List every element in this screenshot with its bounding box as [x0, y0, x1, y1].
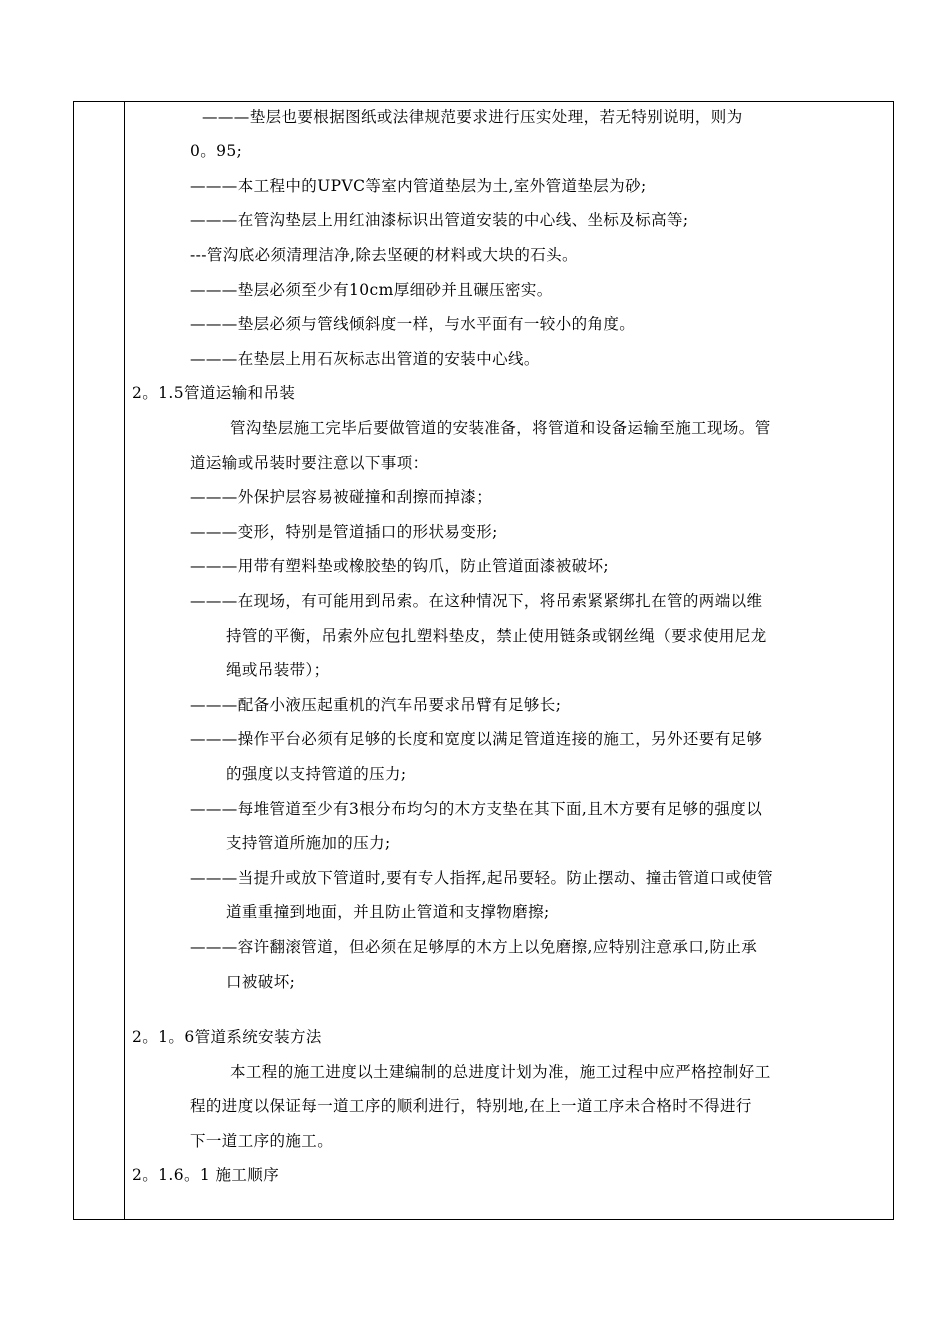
text-line: ———在管沟垫层上用红油漆标识出管道安装的中心线、坐标及标高等;: [190, 211, 689, 229]
text-line: 口被破坏;: [226, 973, 296, 991]
document-table-frame: [73, 101, 894, 1220]
text-line: ———操作平台必须有足够的长度和宽度以满足管道连接的施工，另外还要有足够: [190, 730, 763, 748]
text-line: 本工程的施工进度以土建编制的总进度计划为准，施工过程中应严格控制好工: [230, 1063, 771, 1081]
text-line: ---管沟底必须清理洁净,除去坚硬的材料或大块的石头。: [190, 246, 578, 264]
text-line: 道重重撞到地面，并且防止管道和支撑物磨擦;: [226, 903, 550, 921]
text-line: ———垫层也要根据图纸或法律规范要求进行压实处理，若无特别说明，则为: [202, 108, 743, 126]
text-line: 绳或吊装带）；: [226, 661, 330, 679]
text-line: ———在现场，有可能用到吊索。在这种情况下，将吊索紧紧绑扎在管的两端以维: [190, 592, 763, 610]
text-line: ———当提升或放下管道时,要有专人指挥,起吊要轻。防止摆动、撞击管道口或使管: [190, 869, 774, 887]
text-line: 持管的平衡，吊索外应包扎塑料垫皮，禁止使用链条或钢丝绳（要求使用尼龙: [226, 627, 767, 645]
text-line: 2。1。6管道系统安装方法: [132, 1028, 322, 1046]
text-line: ———垫层必须与管线倾斜度一样，与水平面有一较小的角度。: [190, 315, 636, 333]
text-line: 下一道工序的施工。: [190, 1132, 334, 1150]
text-line: 支持管道所施加的压力;: [226, 834, 391, 852]
table-column-divider: [124, 101, 125, 1220]
text-line: 程的进度以保证每一道工序的顺利进行，特别地,在上一道工序未合格时不得进行: [190, 1097, 752, 1115]
text-line: 0。95;: [190, 142, 243, 160]
text-line: ———配备小液压起重机的汽车吊要求吊臂有足够长;: [190, 696, 562, 714]
text-line: 2。1.5管道运输和吊装: [132, 384, 296, 402]
text-line: 的强度以支持管道的压力;: [226, 765, 407, 783]
text-line: ———变形，特别是管道插口的形状易变形;: [190, 523, 498, 541]
text-line: 道运输或吊装时要注意以下事项：: [190, 454, 429, 472]
text-line: ———容许翻滚管道，但必须在足够厚的木方上以免磨擦,应特别注意承口,防止承: [190, 938, 758, 956]
text-line: ———本工程中的UPVC等室内管道垫层为土,室外管道垫层为砂;: [190, 177, 647, 195]
text-line: ———在垫层上用石灰标志出管道的安装中心线。: [190, 350, 540, 368]
text-line: ———垫层必须至少有10cm厚细砂并且碾压密实。: [190, 281, 553, 299]
text-line: ———每堆管道至少有3根分布均匀的木方支垫在其下面,且木方要有足够的强度以: [190, 800, 763, 818]
text-line: ———用带有塑料垫或橡胶垫的钩爪，防止管道面漆被破坏;: [190, 557, 610, 575]
text-line: ———外保护层容易被碰撞和刮擦而掉漆；: [190, 488, 493, 506]
text-line: 2。1.6。1 施工顺序: [132, 1166, 280, 1184]
text-line: 管沟垫层施工完毕后要做管道的安装准备，将管道和设备运输至施工现场。管: [230, 419, 771, 437]
